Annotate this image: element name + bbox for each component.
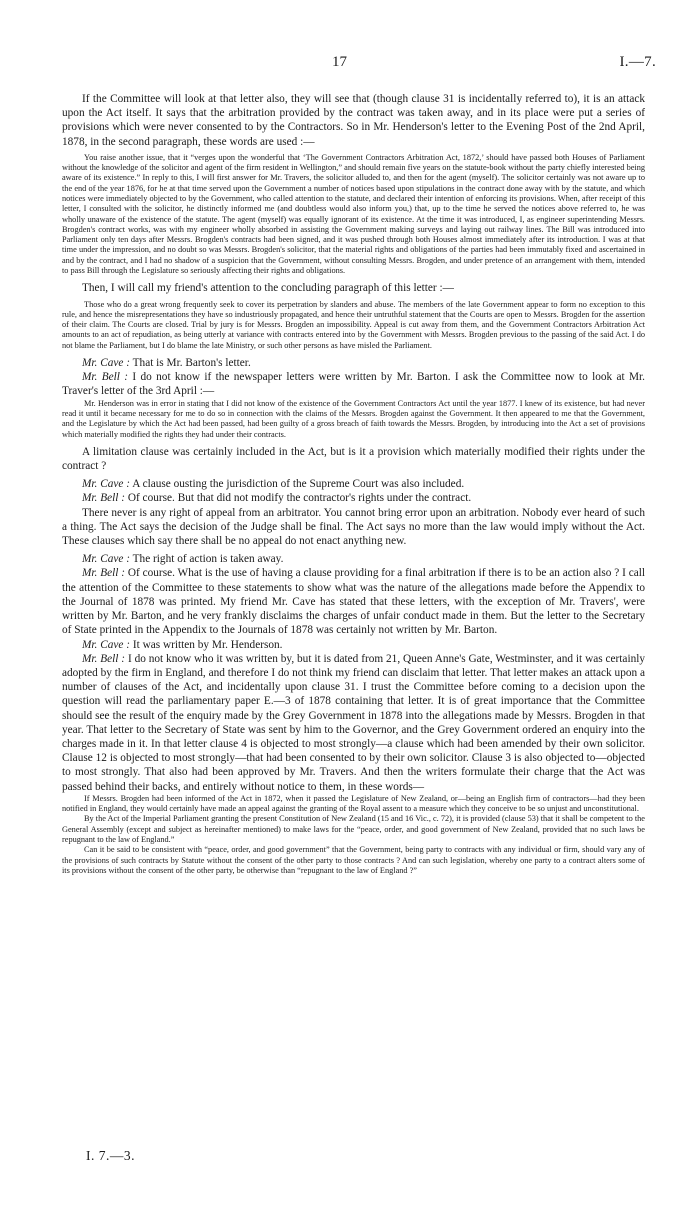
speaker-name: Mr. Bell : — [82, 652, 126, 665]
speaker-name: Mr. Cave : — [82, 553, 131, 566]
speech-paragraph — [62, 652, 645, 794]
quoted-passage: Those who do a great wrong frequently seek to cover its perpetration by slanders and abuse. The members of the late Government appear to form no exception to this rule, and hence the misrepresentations they have so industriously propagated, and hence their untruthful statement that the Courts are open to Messrs. Brogden for the assertion of their claim. The Courts are closed. Trial by jury is for Messrs. Brogden an impossibility. Appeal is cut away from them, and the Government Contractors Arbitration Act amounts to an act of repudiation, as being utterly at variance with contracts entered into by the Government with Messrs. Brogden previous to the passing of the said Act. I do not blame the Parliament, but I do blame the late Ministry, or such other persons as have misled the Parliament. — [62, 299, 645, 350]
quoted-passage: Mr. Henderson was in error in stating that I did not know of the existence of the Government Contractors Act until the year 1877. I knew of its existence, but had never read it until it became necessary for me to do so in connection with the claims of the Messrs. Brogden against the Government. It then appeared to me that the Government, and the Legislature by which the Act had been passed, had been guilty of a gross breach of faith towards the Messrs. Brogden, by introducing into the Act a set of provisions which materially modified the rights they had under their contracts. — [62, 398, 645, 439]
speech-paragraph — [62, 552, 645, 566]
speaker-name: Mr. Bell : — [82, 492, 125, 505]
speech-text: I do not know if the newspaper letters were written by Mr. Barton. I ask the Committee now to look at Mr. Traver's letter of the 3rd April :— — [62, 371, 646, 398]
speech-paragraph — [62, 477, 645, 491]
speaker-name: Mr. Bell : — [82, 567, 126, 580]
footer-reference: I. 7.—3. — [86, 1148, 135, 1163]
page-header — [0, 54, 700, 76]
speech-text: That is Mr. Barton's letter. — [132, 357, 251, 370]
quoted-passage: Can it be said to be consistent with “peace, order, and good government” that the Government, being party to contracts with any individual or firm, should vary any of the provisions of such contracts by Statute without the consent of the other party to those contracts ? And can such legislation, whereby one party to a contract alters some of its provisions without the consent of the other party, be otherwise than “repugnant to the law of England ?” — [62, 845, 645, 875]
page-number: 17 — [332, 54, 347, 70]
speech-paragraph — [62, 638, 645, 652]
speaker-name: Mr. Bell : — [82, 371, 129, 384]
speech-text: A clause ousting the jurisdiction of the Supreme Court was also included. — [132, 478, 465, 491]
speech-paragraph — [62, 566, 645, 637]
speaker-name: Mr. Cave : — [82, 357, 131, 370]
speech-text: The right of action is taken away. — [132, 553, 284, 566]
document-body — [62, 92, 645, 881]
quoted-passage: You raise another issue, that it “verges upon the wonderful that ‘The Government Contractors Arbitration Act, 1872,’ should have passed both Houses of Parliament without the knowledge of the solicitor and agent of the firm resident in Wellington,” and should remain five years on the statute-book without the party chiefly interested being aware of its existence.” In reply to this, I will first answer for Mr. Travers, the solicitor alluded to, and then for the agent (myself). The solicitor certainly was not aware up to the end of the year 1876, for he at that time served upon the Government a number of notices based upon stipulations in the contract done away with by the statute, and which notices were immediately objected to by the Government, who called attention to the statute, and declared their intention of enforcing its provisions. When, after receipt of this letter, I consulted with the solicitor, he distinctly informed me (and doubtless would also inform you,) that, up to the time he served the notices above referred to, he was wholly unaware of the existence of the statute. The agent (myself) was equally ignorant of its existence. At the time it was introduced, I, as engineer superintending Messrs. Brogden's contract works, was with my engineer wholly absorbed in assisting the Government making surveys and laying out railway lines. The Bill was introduced into Parliament only ten days after Messrs. Brogden's contracts had been signed, and it was pushed through both Houses almost immediately after its introduction. I was at that time under the impression, and no doubt so was Messrs. Brogden's solicitor, that the material rights and obligations of the parties had been immutably fixed and ascertained in and by the contract, and I had no shadow of a suspicion that the Government, without consulting Messrs. Brogden, and under pretence of an arrangement with them, intended to pass Bill through the Legislature so seriously affecting their rights and obligations. — [62, 152, 645, 276]
speech-paragraph — [62, 370, 645, 398]
body-paragraph: If the Committee will look at that letter also, they will see that (though clause 31 is incidentally referred to), it is an attack upon the Act itself. It says that the arbitration provided by the contract was taken away, and in its place were put a series of provisions which were never consented to by the Contractors. So in Mr. Henderson's letter to the Evening Post of the 2nd April, 1878, in the second paragraph, these words are used :— — [62, 93, 645, 148]
quoted-passage: If Messrs. Brogden had been informed of the Act in 1872, when it passed the Legislature of New Zealand, or—being an English firm of contractors—had they been notified in England, they would certainly have made an appeal against the granting of the Royal assent to a measure which they conceive to be so unjust and unconstitutional. — [62, 793, 645, 814]
speech-text: It was written by Mr. Henderson. — [132, 638, 283, 651]
body-paragraph: A limitation clause was certainly included in the Act, but is it a provision which materially modified their rights under the contract ? — [62, 445, 645, 473]
speech-paragraph — [62, 356, 645, 370]
speaker-name: Mr. Cave : — [82, 478, 131, 491]
body-paragraph: Then, I will call my friend's attention to the concluding paragraph of this letter :— — [82, 282, 454, 295]
body-paragraph: There never is any right of appeal from an arbitrator. You cannot bring error upon an arbitration. Nobody ever heard of such a thing. The Act says the decision of the Judge shall be final. The Act says no more than the law would imply without the Act. These clauses which say there shall be no appeal do not enact anything new. — [62, 506, 645, 548]
speaker-name: Mr. Cave : — [82, 638, 131, 651]
quoted-passage: By the Act of the Imperial Parliament granting the present Constitution of New Zealand (15 and 16 Vic., c. 72), it is provided (clause 53) that it shall be competent to the General Assembly (except and subject as hereinafter mentioned) to make laws for the “peace, order, and good government of New Zealand, provided that no such laws be repugnant to the law of England.” — [62, 814, 645, 844]
speech-paragraph — [62, 491, 645, 505]
speech-text: Of course. But that did not modify the contractor's rights under the contract. — [127, 492, 472, 505]
speech-text: I do not know who it was written by, but it is dated from 21, Queen Anne's Gate, Westminster, and it was certainly adopted by the firm in England, and therefore I do not think my friend can disclaim that letter. That letter makes an attack upon a number of clauses of the Act, and incidentally upon clause 31. I trust the Committee before coming to a decision upon the question will read the parliamentary paper E.—3 of 1878 containing that letter. It is of great importance that the Committee should see the result of the enquiry made by the Grey Government in 1878 into the allegations made by Messrs. Brogden in that year. That letter to the Secretary of State was sent by him to the Governor, and the Grey Government ordered an enquiry into the charges made in it. In that letter clause 4 is objected to most strongly—a clause which had been amended by their own solicitor. Clause 12 is objected to most strongly—that had been consented to by their own solicitor. Clause 3 is also objected to—objected to most strongly. That also had been approved by Mr. Travers. And then the writers formulate their charge that the Act was passed behind their backs, and entirely without notice to them, in these words— — [62, 652, 646, 793]
document-reference: I.—7. — [619, 54, 656, 70]
speech-text: Of course. What is the use of having a clause providing for a final arbitration if there is to be an action also ? I call the attention of the Committee to these statements to show what was the nature of the allegations made before the Appendix to the Journal of 1878 was printed. My friend Mr. Cave has stated that these letters, with the exception of Mr. Travers', were written by Mr. Barton, and he very frankly disclaims the charges of unfair conduct made in them. But the letter to the Secretary of State printed in the Appendix to the Journals of 1878 was certainly not written by Mr. Barton. — [62, 567, 645, 637]
